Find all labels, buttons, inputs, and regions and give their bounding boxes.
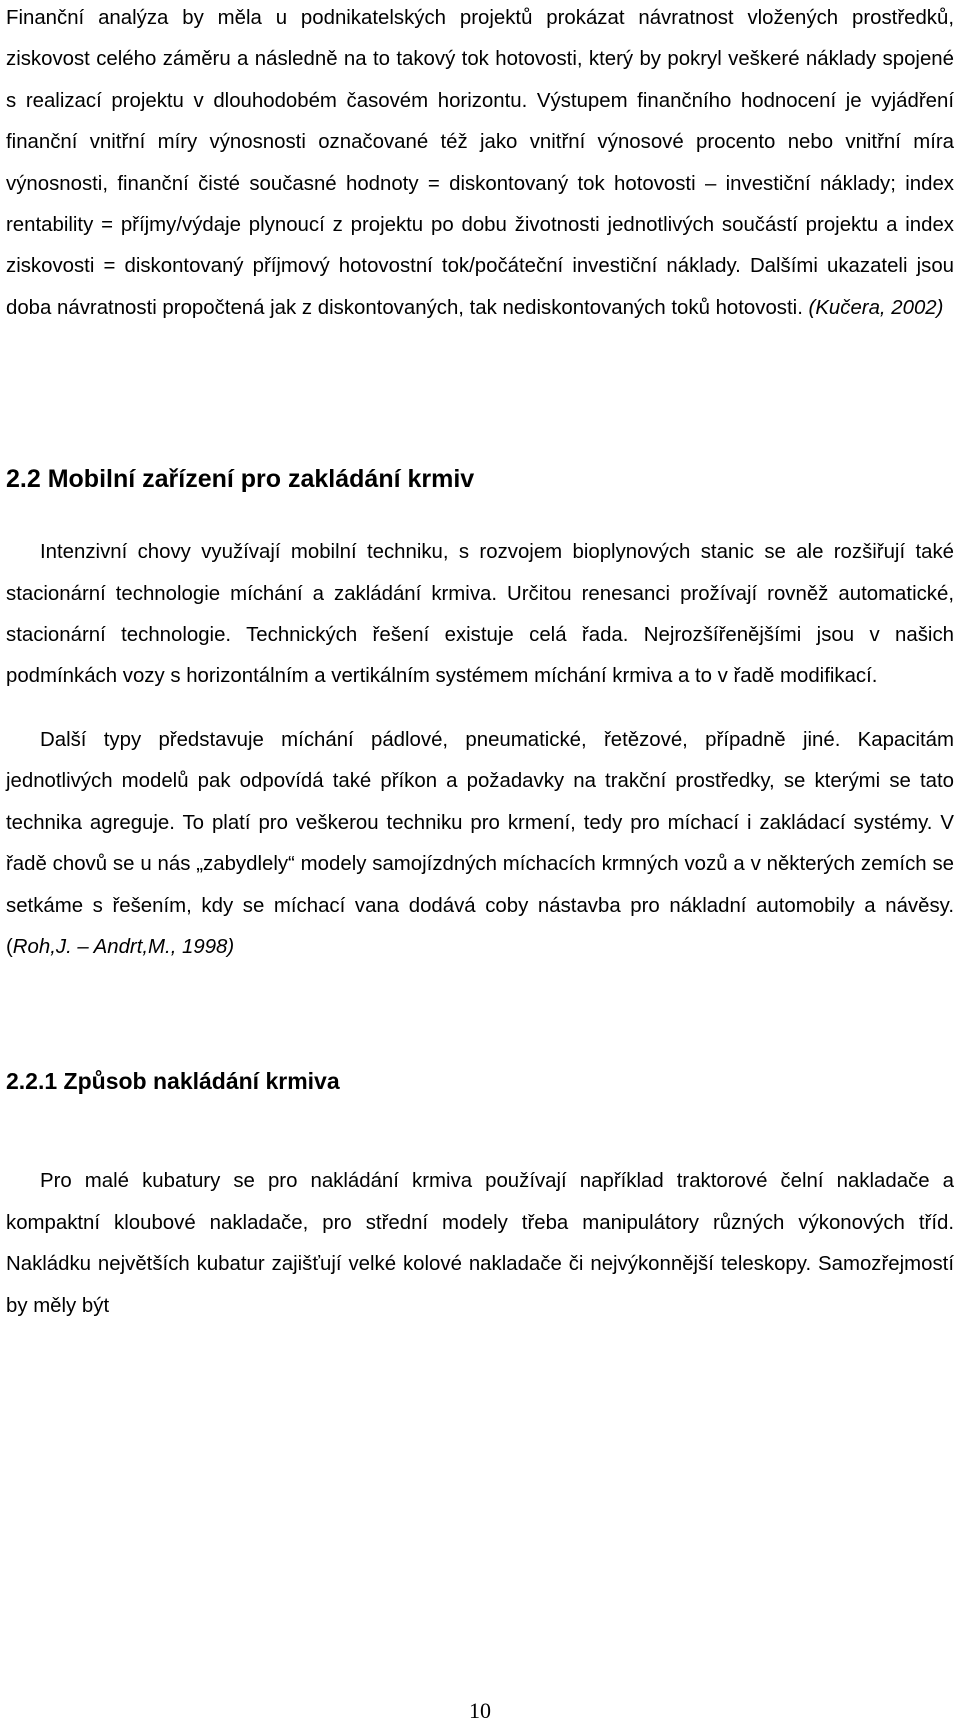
intro-paragraph-text: Finanční analýza by měla u podnikatelských projektů prokázat návratnost vložených prostředků, ziskovost celého záměru a následně na to takový tok hotovosti, který by pokryl veškeré náklady spojené s realizací projektu v dlouhodobém časovém horizontu. Výstupem finančního hodnocení je vyjádření finanční vnitřní míry výnosnosti označované též jako vnitřní výnosové procento nebo vnitřní míra výnosnosti, finanční čisté současné hodnoty = diskontovaný tok hotovosti – investiční náklady; index rentability = příjmy/výdaje plynoucí z projektu po dobu životnosti jednotlivých součástí projektu a index ziskovosti = diskontovaný příjmový hotovostní tok/počáteční investiční náklady. Dalšími ukazateli jsou doba návratnosti propočtená jak z diskontovaných, tak nediskontovaných toků hotovosti.: [6, 7, 954, 319]
section-2-2-paragraph-2: [6, 720, 954, 968]
section-2-2-paragraph-1: Intenzivní chovy využívají mobilní techniku, s rozvojem bioplynových stanic se ale rozšiřují také stacionární technologie míchání a zakládání krmiva. Určitou renesanci prožívají rovněž automatické, stacionární technologie. Technických řešení existuje celá řada. Nejrozšířenějšími jsou v našich podmínkách vozy s horizontálním a vertikálním systémem míchání krmiva a to v řadě modifikací.: [6, 541, 954, 688]
citation-roh-andrt: Roh,J. – Andrt,M., 1998): [12, 935, 235, 958]
page-number: 10: [469, 1698, 491, 1723]
citation-kucera: (Kučera, 2002): [808, 296, 944, 319]
section-heading-2-2: 2.2 Mobilní zařízení pro zakládání krmiv: [6, 465, 475, 494]
section-2-2-paragraph-2-text: Další typy představuje míchání pádlové, pneumatické, řetězové, případně jiné. Kapacitám jednotlivých modelů pak odpovídá také příkon a požadavky na trakční prostředky, se kterými se tato technika agreguje. To platí pro veškerou techniku pro krmení, tedy pro míchací i zakládací systémy. V řadě chovů se u nás „zabydlely“ modely samojízdných míchacích krmných vozů a v některých zemích se setkáme s řešením, kdy se míchací vana dodává coby nástavba pro nákladní automobily a návěsy. (: [6, 728, 954, 958]
intro-paragraph: [6, 0, 954, 329]
section-2-2-1-paragraph-1: Pro malé kubatury se pro nakládání krmiva používají například traktorové čelní nakladače a kompaktní kloubové nakladače, pro střední modely třeba manipulátory různých výkonových tříd. Nakládku největších kubatur zajišťují velké kolové nakladače či nejvýkonnější teleskopy. Samozřejmostí by měly být: [6, 1170, 954, 1317]
document-page: [6, 0, 954, 1327]
section-heading-2-2-1: 2.2.1 Způsob nakládání krmiva: [6, 1068, 340, 1095]
